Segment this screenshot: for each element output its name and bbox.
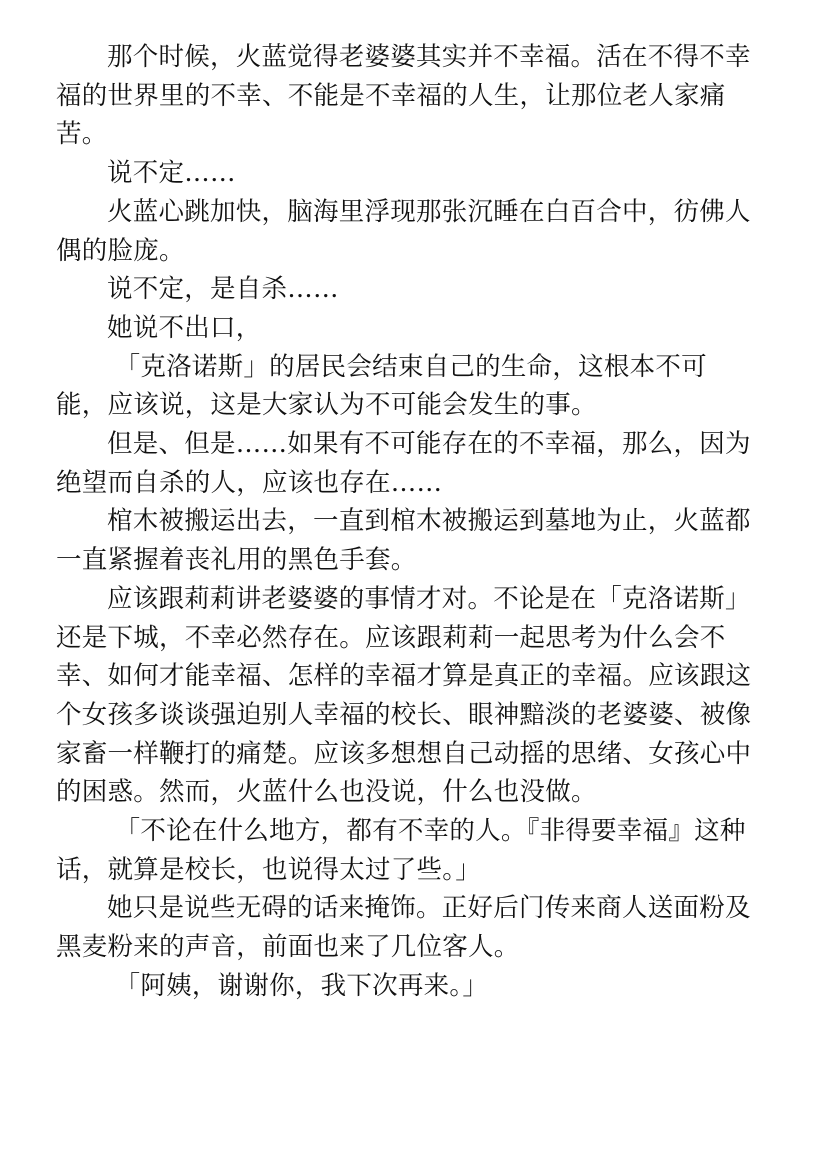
paragraph-3: 火蓝心跳加快，脑海里浮现那张沉睡在白百合中，彷佛人偶的脸庞。 <box>56 196 751 266</box>
text-column <box>56 38 756 1006</box>
paragraph-4: 说不定，是自杀…… <box>107 274 339 305</box>
paragraph-1: 那个时候，火蓝觉得老婆婆其实并不幸福。活在不得不幸福的世界里的不幸、不能是不幸福的人生，让那位老人家痛苦。 <box>56 42 751 150</box>
paragraph-10: 「不论在什么地方，都有不幸的人。『非得要幸福』这种话，就算是校长，也说得太过了些。」 <box>56 816 746 885</box>
paragraph-11: 她只是说些无碍的话来掩饰。正好后门传来商人送面粉及黑麦粉来的声音，前面也来了几位客人。 <box>56 893 751 963</box>
paragraph-5: 她说不出口， <box>107 312 262 343</box>
paragraph-9: 应该跟莉莉讲老婆婆的事情才对。不论是在「克洛诺斯」还是下城，不幸必然存在。应该跟莉莉一起思考为什么会不幸、如何才能幸福、怎样的幸福才算是真正的幸福。应该跟这个女孩多谈谈强迫别人幸福的校长、眼神黯淡的老婆婆、被像家畜一样鞭打的痛楚。应该多想想自己动摇的思绪、女孩心中的困惑。然而，火蓝什么也没说，什么也没做。 <box>56 583 752 808</box>
paragraph-8: 棺木被搬运出去，一直到棺木被搬运到墓地为止，火蓝都一直紧握着丧礼用的黑色手套。 <box>56 506 751 576</box>
paragraph-2: 说不定…… <box>107 158 236 189</box>
paragraph-7: 但是、但是……如果有不可能存在的不幸福，那么，因为绝望而自杀的人，应该也存在…… <box>56 429 751 498</box>
paragraph-12: 「阿姨，谢谢你，我下次再来。」 <box>114 970 489 1001</box>
paragraph-6: 「克洛诺斯」的居民会结束自己的生命，这根本不可能，应该说，这是大家认为不可能会发生的事。 <box>56 351 707 421</box>
